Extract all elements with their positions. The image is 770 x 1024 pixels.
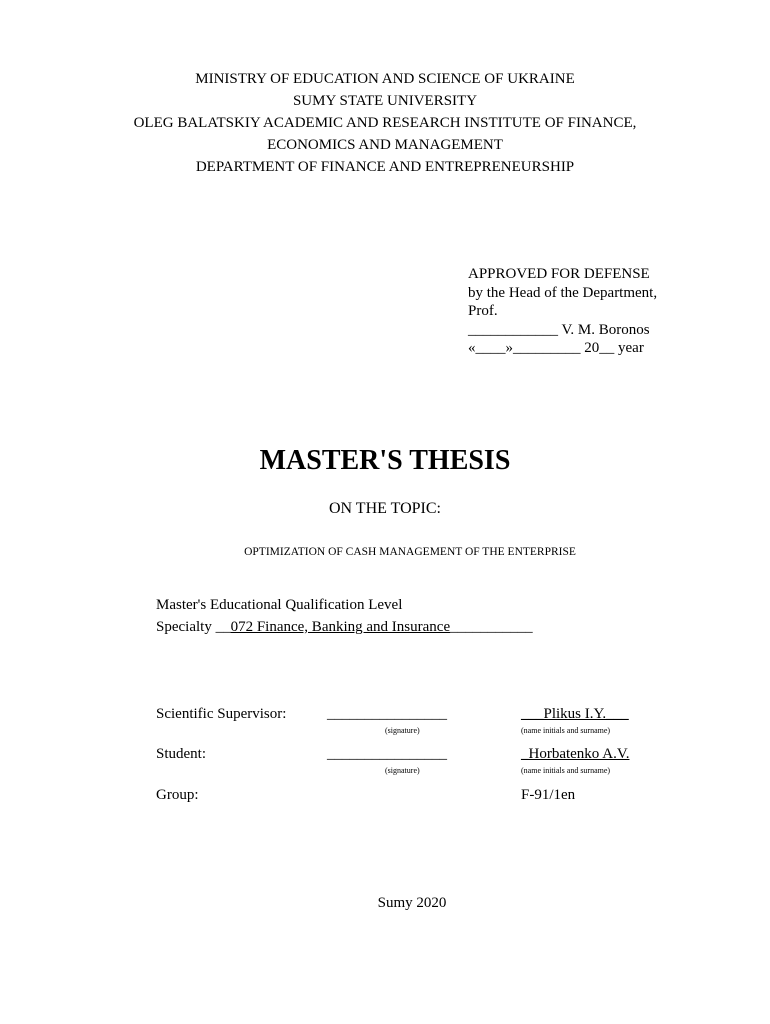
supervisor-signature-caption: (signature) xyxy=(385,726,420,735)
approval-signature-line: ____________ V. M. Boronos xyxy=(468,321,650,338)
document-title: MASTER'S THESIS xyxy=(259,445,511,476)
qualification-block xyxy=(156,594,533,638)
supervisor-name-caption: (name initials and surname) xyxy=(521,726,611,735)
specialty-label: Specialty __ xyxy=(156,619,231,635)
student-label: Student: xyxy=(156,746,207,762)
supervisor-label: Scientific Supervisor: xyxy=(156,706,287,722)
specialty-value: 072 Finance, Banking and Insurance xyxy=(230,619,451,635)
university-line: SUMY STATE UNIVERSITY xyxy=(292,93,478,109)
group-label: Group: xyxy=(156,787,199,803)
place-year: Sumy 2020 xyxy=(377,895,447,911)
qualification-level: Master's Educational Qualification Level xyxy=(156,597,403,613)
approval-date-line: «____»_________ 20__ year xyxy=(468,340,644,356)
specialty-line xyxy=(156,616,533,638)
approval-line-1: APPROVED FOR DEFENSE xyxy=(468,266,650,282)
approval-line-2: by the Head of the Department, xyxy=(468,284,658,301)
student-signature-caption: (signature) xyxy=(385,766,420,775)
institute-line-2: ECONOMICS AND MANAGEMENT xyxy=(267,137,503,153)
student-name-caption: (name initials and surname) xyxy=(521,766,611,775)
institution-header xyxy=(0,68,770,178)
thesis-topic: OPTIMIZATION OF CASH MANAGEMENT OF THE ENTERPRISE xyxy=(244,546,576,558)
ministry-line: MINISTRY OF EDUCATION AND SCIENCE OF UKRAINE xyxy=(195,71,575,87)
specialty-tail: ___________ xyxy=(450,619,533,635)
group-value: F-91/1en xyxy=(521,787,576,803)
on-topic-heading: ON THE TOPIC: xyxy=(328,500,441,517)
department-line: DEPARTMENT OF FINANCE AND ENTREPRENEURSHIP xyxy=(195,159,575,175)
approval-line-3: Prof. xyxy=(468,303,498,319)
supervisor-name: ___Plikus I.Y.___ xyxy=(521,706,629,722)
approval-block xyxy=(468,265,657,358)
student-name: _Horbatenko A.V. xyxy=(521,746,630,762)
institute-line-1: OLEG BALATSKIY ACADEMIC AND RESEARCH INSTITUTE OF FINANCE, xyxy=(133,115,637,131)
supervisor-signature-line: ________________ xyxy=(327,706,447,722)
student-signature-line: ________________ xyxy=(327,746,447,762)
